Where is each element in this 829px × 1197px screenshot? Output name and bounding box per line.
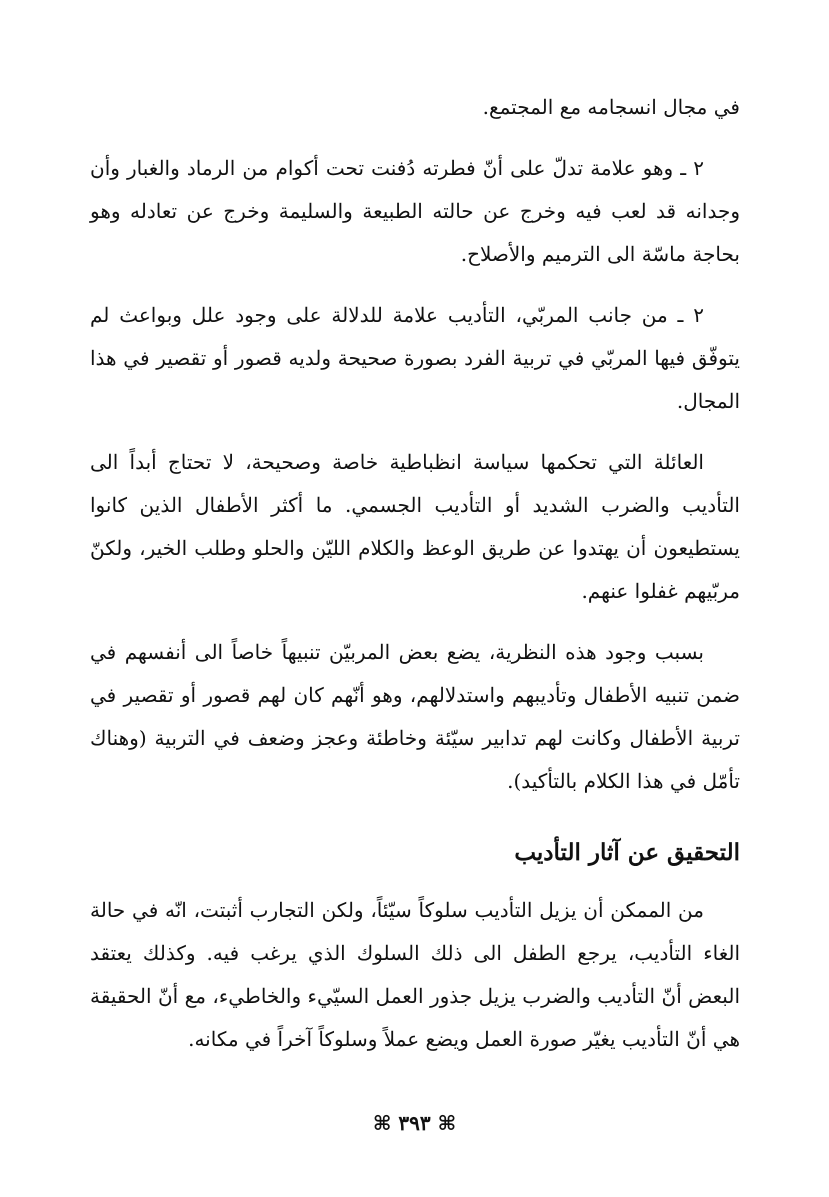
page-number: ⌘ ٣٩٣ ⌘ [372,1111,457,1135]
paragraph-6: من الممكن أن يزيل التأديب سلوكاً سيّئاً، ولكن التجارب أثبتت، انّه في حالة الغاء التأديب، يرجع الطفل الى ذلك السلوك الذي يرغب فيه. وكذلك يعتقد البعض أنّ التأديب والضرب يزيل جذور العمل السيّيء والخاطيء، مع أنّ الحقيقة هي أنّ التأديب يغيّر صورة العمل ويضع عملاً وسلوكاً آخراً في مكانه. [90,898,740,1051]
paragraph-5: بسبب وجود هذه النظرية، يضع بعض المربيّن تنبيهاً خاصاً الى أنفسهم في ضمن تنبيه الأطفال وتأديبهم واستدلالهم، وهو أنّهم كان لهم قصور أو تقصير في تربية الأطفال وكانت لهم تدابير سيّئة وخاطئة وعجز وضعف في التربية (وهناك تأمّل في هذا الكلام بالتأكيد). [90,640,740,793]
section-heading: التحقيق عن آثار التأديب [514,839,740,866]
paragraph-2: ٢ ـ وهو علامة تدلّ على أنّ فطرته دُفنت تحت أكوام من الرماد والغبار وأن وجدانه قد لعب فيه وخرج عن حالته الطبيعة والسليمة وخرج عن تعادله وهو بحاجة ماسّة الى الترميم والأصلاح. [90,156,740,266]
paragraph-4: العائلة التي تحكمها سياسة انظباطية خاصة وصحيحة، لا تحتاج أبداً الى التأديب والضرب الشديد أو التأديب الجسمي. ما أكثر الأطفال الذين كانوا يستطيعون أن يهتدوا عن طريق الوعظ والكلام الليّن والحلو وطلب الخير، ولكنّ مربّيهم غفلوا عنهم. [90,450,740,603]
paragraph-3: ٢ ـ من جانب المربّي، التأديب علامة للدلالة على وجود علل وبواعث لم يتوفّق فيها المربّي في تربية الفرد بصورة صحيحة ولديه قصور أو تقصير في هذا المجال. [90,303,740,413]
page-body [90,86,740,1079]
paragraph-1: في مجال انسجامه مع المجتمع. [482,95,740,119]
